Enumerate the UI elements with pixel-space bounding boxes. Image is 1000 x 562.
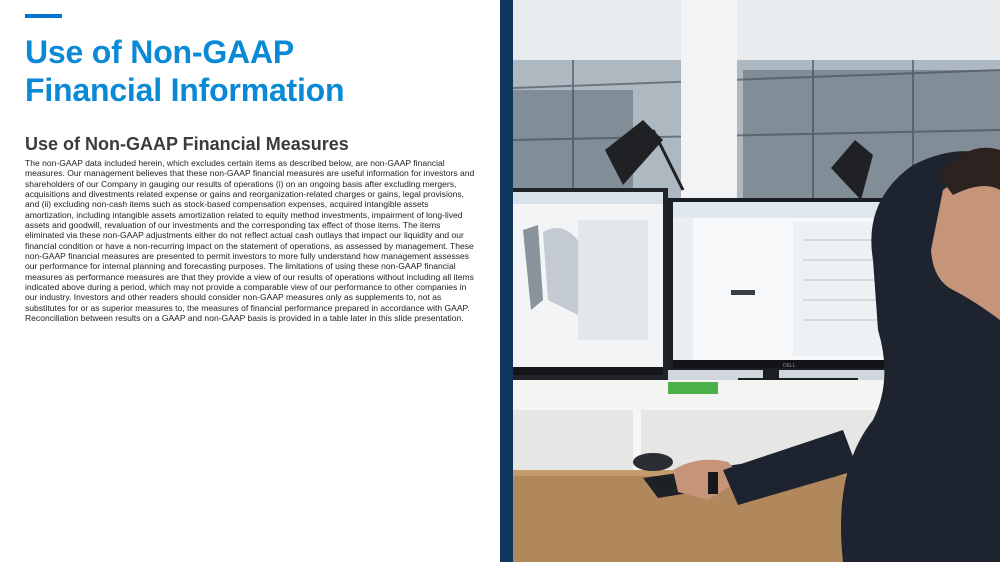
slide-title-line-1: Use of Non-GAAP	[25, 34, 295, 70]
slide-title	[25, 33, 475, 109]
slide-title-line-2: Financial Information	[25, 72, 345, 108]
monitor-brand: DELL	[783, 363, 796, 369]
office-photo	[513, 0, 1000, 562]
disclaimer-body: The non-GAAP data included herein, which excludes certain items as described below, are non-GAAP financial measures. Our management believes that these non-GAAP financial measures are useful information for investors and shareholders of our Company in gauging our results of operations (i) on an ongoing basis after excluding mergers, acquisitions and divestments related expense or gains and reorganization-related charges or gains, legal provisions, and (ii) excluding non-cash items such as stock-based compensation expenses, acquired intangible assets amortization, including intangible assets amortization related to equity method investments, impairment of long-lived assets and goodwill, revaluation of our investments and the corresponding tax effect of those items. The items eliminated via these non-GAAP adjustments either do not reflect actual cash outlays that impact our liquidity and our financial condition or have a non-recurring impact on the statement of operations, as assessed by management. These non-GAAP financial measures are presented to permit investors to more fully understand how management assesses our performance for internal planning and forecasting purposes. The limitations of using these non-GAAP financial measures as performance measures are that they provide a view of our results of operations without including all items indicated above during a period, which may not provide a comparable view of our performance to other companies in our industry. Investors and other readers should consider non-GAAP measures only as supplements to, not as substitutes for or as superior measures to, the measures of financial performance prepared in accordance with GAAP. Reconciliation between results on a GAAP and non-GAAP basis is provided in a table later in this slide presentation.	[25, 158, 475, 324]
section-subtitle: Use of Non-GAAP Financial Measures	[25, 134, 349, 154]
photo-border	[500, 0, 513, 562]
accent-bar	[25, 14, 62, 18]
